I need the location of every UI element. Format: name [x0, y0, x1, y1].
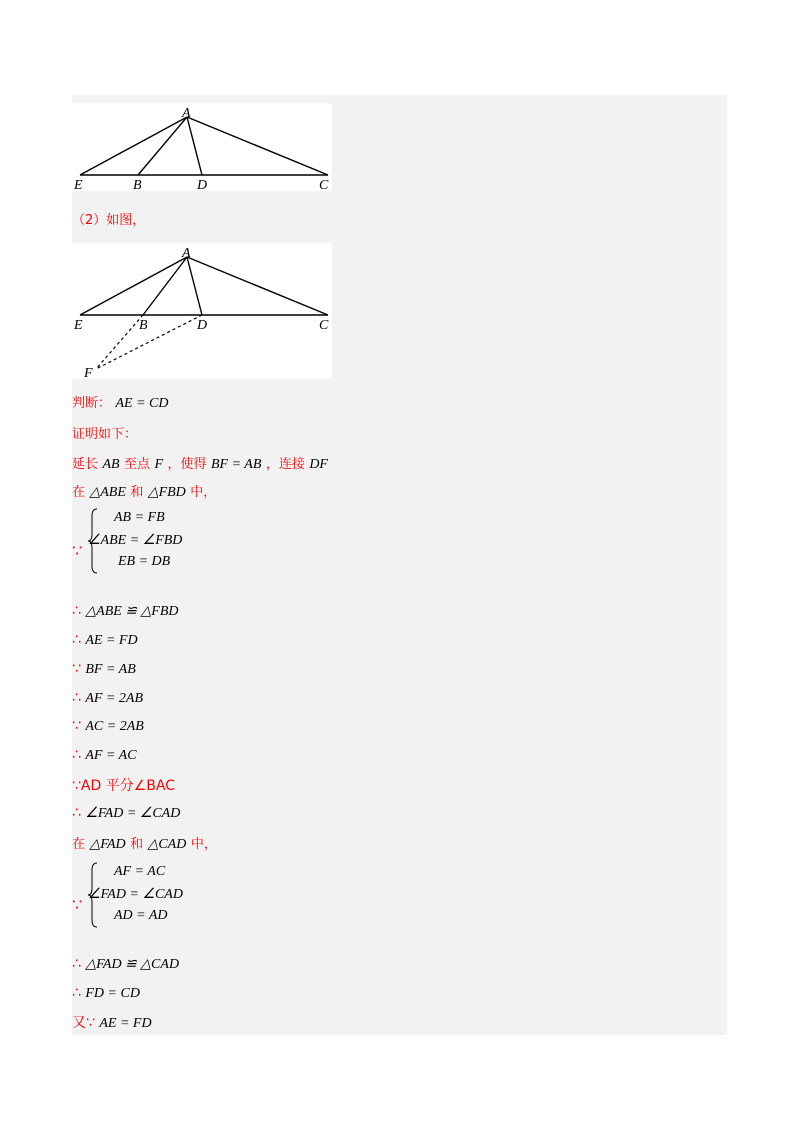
system2-row-3: AD = AD	[114, 908, 168, 923]
step-expression: ∠FAD = ∠CAD	[85, 806, 181, 821]
label-D: D	[197, 318, 208, 333]
pair2-math-1: △FAD	[89, 837, 126, 852]
system1-row-1: AB = FB	[114, 510, 165, 525]
pair1-text-1: 在	[72, 485, 86, 500]
triangle-pair-1-line	[72, 482, 216, 503]
pair1-text-2: 和	[130, 485, 144, 500]
therefore-symbol: ∴	[72, 747, 81, 763]
step-expression: AF = AC	[85, 748, 137, 763]
step-expression: AE = FD	[85, 633, 138, 648]
bisector-statement: ∵AD 平分∠BAC	[72, 778, 175, 794]
step1-line-6	[72, 745, 137, 766]
label-B: B	[133, 178, 142, 191]
step-expression: △FAD ≌ △CAD	[85, 957, 180, 972]
therefore-symbol: ∴	[72, 985, 81, 1001]
part-2-heading: （2）如图，	[72, 213, 146, 228]
construction-text-2: 至点	[124, 457, 151, 472]
therefore-symbol: ∴	[72, 632, 81, 648]
label-F: F	[84, 366, 93, 379]
pair1-math-2: △FBD	[147, 485, 186, 500]
step1-line-1	[72, 601, 179, 622]
equation-system-1	[72, 508, 272, 578]
triangle-diagram-1	[72, 103, 332, 191]
step2-line-1	[72, 954, 179, 975]
construction-text-3: ，使得	[167, 457, 207, 472]
label-C: C	[319, 318, 329, 333]
also-because-symbol: 又∵	[72, 1015, 95, 1031]
judgement-label: 判断：	[72, 396, 112, 411]
pair2-math-2: △CAD	[147, 837, 187, 852]
pair1-math-1: △ABE	[89, 485, 126, 500]
figure-1	[72, 103, 332, 191]
label-E: E	[74, 178, 83, 191]
step2-line-3	[72, 1013, 152, 1034]
construction-line	[72, 454, 328, 475]
system2-row-1: AF = AC	[114, 864, 166, 879]
because-symbol: ∵	[72, 718, 81, 734]
pair1-text-3: 中，	[190, 485, 217, 500]
therefore-symbol: ∴	[72, 805, 81, 821]
label-A: A	[182, 106, 191, 121]
system2-row-2: ∠FAD = ∠CAD	[88, 887, 183, 902]
equation-system-2	[72, 862, 272, 932]
step-expression: FD = CD	[85, 986, 140, 1001]
because-symbol: ∵	[72, 895, 83, 914]
label-A: A	[182, 246, 191, 261]
figure-2	[72, 243, 332, 379]
angle-equality-line	[72, 803, 180, 824]
construction-math-3: BF = AB	[210, 457, 262, 472]
construction-text-1: 延长	[72, 457, 99, 472]
pair2-text-2: 和	[130, 837, 144, 852]
pair2-text-3: 中，	[190, 837, 217, 852]
label-B: B	[139, 318, 148, 333]
step-expression: BF = AB	[85, 662, 136, 677]
system1-row-3: EB = DB	[118, 554, 171, 569]
because-symbol: ∵	[72, 541, 83, 560]
step1-line-2	[72, 630, 138, 651]
step1-line-5	[72, 716, 144, 737]
step-expression: AE = FD	[99, 1016, 152, 1031]
therefore-symbol: ∴	[72, 603, 81, 619]
system1-row-2: ∠ABE = ∠FBD	[88, 533, 183, 548]
step1-line-4	[72, 688, 143, 709]
triangle-diagram-2	[72, 243, 332, 379]
construction-math-4: DF	[309, 457, 328, 472]
label-E: E	[74, 318, 83, 333]
because-symbol: ∵	[72, 661, 81, 677]
construction-math-2: F	[154, 457, 164, 472]
triangle-pair-2-line	[72, 834, 217, 855]
step-expression: △ABE ≌ △FBD	[85, 604, 179, 619]
label-D: D	[197, 178, 208, 191]
pair2-text-1: 在	[72, 837, 86, 852]
construction-text-4: ，连接	[265, 457, 305, 472]
label-C: C	[319, 178, 329, 191]
step-expression: AC = 2AB	[85, 719, 144, 734]
proof-intro: 证明如下：	[72, 427, 138, 442]
step2-line-2	[72, 983, 140, 1004]
step-expression: AF = 2AB	[85, 691, 144, 706]
judgement-expression: AE = CD	[115, 396, 169, 411]
construction-math-1: AB	[102, 457, 120, 472]
judgement-line	[72, 393, 168, 414]
step1-line-3	[72, 659, 136, 680]
therefore-symbol: ∴	[72, 690, 81, 706]
therefore-symbol: ∴	[72, 956, 81, 972]
